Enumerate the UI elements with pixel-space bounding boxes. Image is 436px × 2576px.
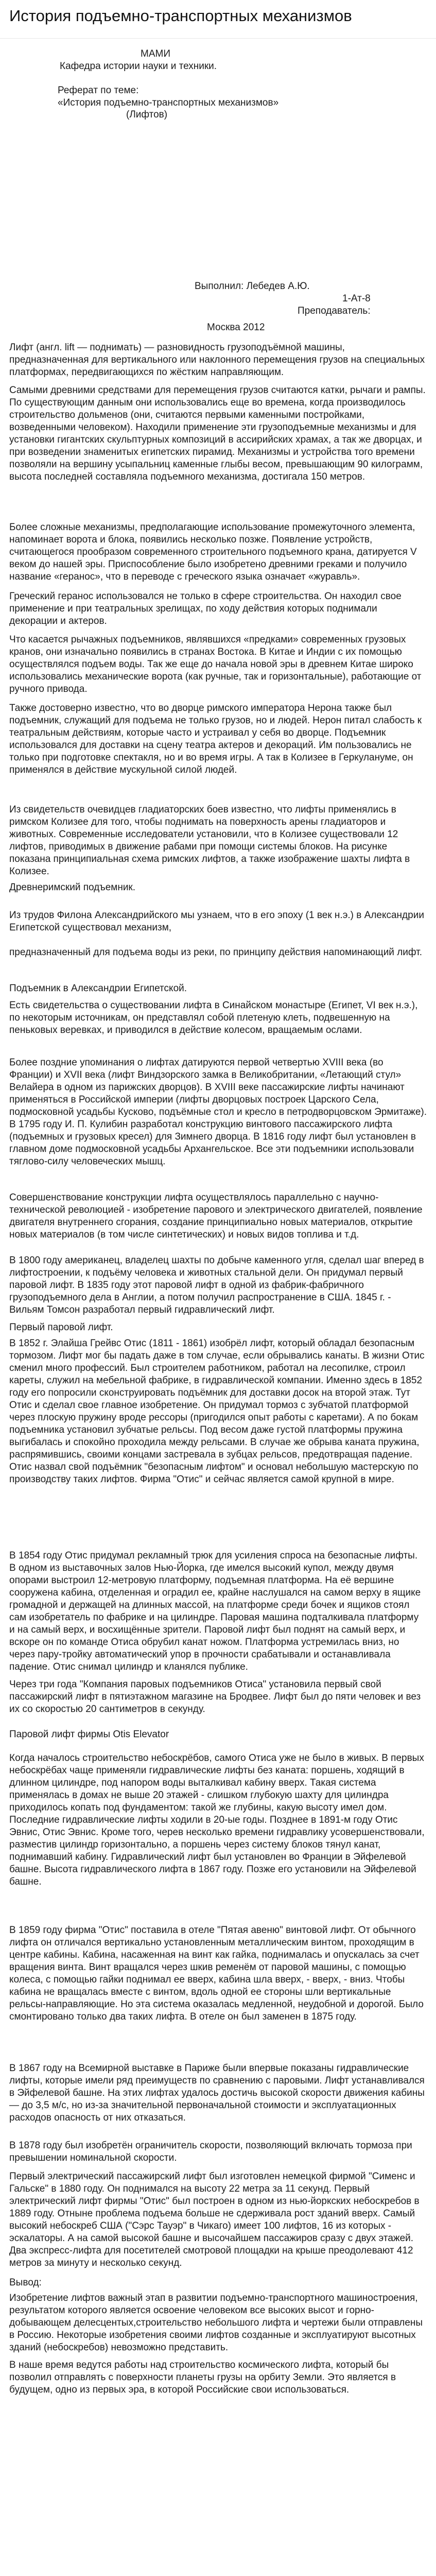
paragraph: Древнеримский подъемник.	[9, 882, 136, 893]
paragraph: Первый паровой лифт.	[9, 1322, 113, 1333]
paragraph: Когда началось строительство небоскрёбов, самого Отиса уже не было в живых. В первых небоскрёбах чаще применяли гидравлические лифты без каната: поршень, ходящий в длинном цилиндре, под напором воды выталкивал кабину вверх. Такая система применялась в домах не выше 20 этажей - слишком глубокую шахту для цилиндра приходилось копать под фундаментом: такой же глубины, какую высоту имел дом. Последние гидравлические лифты ходили в 20-ые годы. Позднее в 1891-м году Отис Эвнис, Отис Эвнис. Кроме того, черев несколько времени гидравлику усовершенствовали, разместив цилиндр горизонтально, а поршень через систему блоков тянул канат, поднимавший кабину. Гидравлический лифт был установлен во Франции в Эйфелевой башне. Высота гидравлического лифта в 1867 году. Позже его установили на Эйфелевой башне.	[9, 1753, 425, 1887]
paragraph: Вывод:	[9, 2277, 42, 2288]
cover-department: Кафедра истории науки и техники.	[60, 61, 217, 72]
paragraph: предназначенный для подъема воды из реки, по принципу действия напоминающий лифт.	[9, 947, 422, 958]
paragraph: В 1852 г. Элайша Грейвс Отис (1811 - 1861) изобрёл лифт, который обладал безопасным тормозом. Лифт мог бы падать даже в том случае, если обрывались канаты. В жизни Отис сменил много профессий. Был строителем работником, работал на лесопилке, строил кареты, служил на мебельной фабрике, в гидравлической компании. Именно здесь в 1852 году его попросили сконструировать подъёмник для доставки досок на второй этаж. Тут Отис и сделал свое главное изобретение. Он придумал тормоз с зубчатой платформой через плоскую пружину вроде рессоры (пригодился опыт работы с каретами). А по бокам подъемника установил зубчатые рельсы. Под весом даже густой платформы пружина выгибалась и спокойно проходила между рельсами. В случае же обрыва каната пружина, распрямившись, своими концами застревала в зубцах рельсов, предотвращая падение. Отис назвал свой подъёмник "безопасным лифтом" и основал небольшую мастерскую по производству таких лифтов. Фирма "Отис" и сейчас является самой крупной в мире.	[9, 1338, 425, 1485]
paragraph: Также достоверно известно, что во дворце римского императора Нерона также был подъемник, служащий для подъема не только грузов, но и людей. Нерон питал слабость к театральным действиям, которые часто и устраивал у себя во дворце. Подъемник использовался для доставки на сцену театра актеров и декораций. Им пользовались не только при подготовке спектакля, но и во время игры. А так в Колизее в Геркулануме, он применялся в действие мускульной силой людей.	[9, 703, 422, 775]
paragraph: Есть свидетельства о существовании лифта в Синайском монастыре (Египет, VI век н.э.), по некоторым источникам, он представлял собой плетеную клеть, подвешенную на пеньковых веревках, и приводился в действие колесом, вращаемым ослами.	[9, 1000, 418, 1036]
cover-org: МАМИ	[141, 48, 170, 59]
paragraph: Из трудов Филона Александрийского мы узнаем, что в его эпоху (1 век н.э.) в Александрии Египетской существовал механизм,	[9, 910, 424, 933]
paragraph: В 1878 году был изобретён ограничитель скорости, позволяющий включать тормоза при превышении номинальной скорости.	[9, 2140, 412, 2163]
paragraph: Подъемник в Александрии Египетской.	[9, 983, 187, 994]
cover-city-year: Москва 2012	[207, 322, 265, 333]
paragraph: Первый электрический пассажирский лифт был изготовлен немецкой фирмой "Сименс и Гальске" в 1880 году. Он поднимался на высоту 22 метра за 11 секунд. Первый электрический лифт фирмы "Отис" был построен в одном из нью-йоркских небоскребов в 1889 году. Отныне проблема подъема больше не сдерживала рост зданий вверх. Самый высокий небоскреб США ("Сэрс Тауэр" в Чикаго) имеет 100 лифтов, 16 из которых - эскалаторы. А на самой высокой башне и высочайшем пассажиров сразу с двух этажей. Два экспресс-лифта для посетителей смотровой площадки на крыше преодолевают 412 метров за минуту и несколько секунд.	[9, 2171, 420, 2268]
cover-topic: «История подъемно-транспортных механизмов»	[58, 97, 279, 108]
cover-teacher: Преподаватель:	[298, 306, 371, 316]
paragraph: Изобретение лифтов важный этап в развитии подъемно-транспортного машиностроения, результатом которого является освоение человеком все высоких высот и горно-добывающем делесцентых,строительство небольшого лифта и чертежи были отправлены в Россию. Некоторые изобретения своими лифтов созданные и эксплуатируют высотных зданий (небоскребов) невозможно представить.	[9, 2293, 423, 2353]
paragraph: Более поздние упоминания о лифтах датируются первой четвертью XVIII века (во Франции) и XVII века (лифт Виндзорского замка в Великобритании, «Летающий стул» Велайера в одном из парижских дворцов). В XVIII веке пассажирские лифты начинают применяться в Российской империи (лифты дворцовых построек Царского Села, подмосковной усадьбы Кусково, подъёмные стол и кресло в петродворцовском Эрмитаже). В 1795 году И. П. Кулибин разработал конструкцию винтового пассажирского лифта (подъемных и грузовых кресел) для Зимнего дворца. В 1816 году лифт был установлен в главном доме подмосковной усадьбы Архангельское. Все эти подъемники использовали тяглово-силу человеческих мышц.	[9, 1057, 427, 1167]
paragraph: Лифт (англ. lift — поднимать) — разновидность грузоподъёмной машины, предназначенная для вертикального или наклонного перемещения грузов на специальных платформах, передвигающихся по жёстким направляющим.	[9, 342, 425, 378]
cover-topic-sub: (Лифтов)	[126, 109, 168, 120]
document-title: История подъемно-транспортных механизмов	[9, 7, 352, 25]
paragraph: Через три года "Компания паровых подъемников Отиса" установила первый свой пассажирский лифт в пятиэтажном магазине на Бродвее. Лифт был до пяти человек и вез их со скоростью 20 сантиметров в секунду.	[9, 1679, 421, 1715]
paragraph: В 1854 году Отис придумал рекламный трюк для усиления спроса на безопасные лифты. В одном из выставочных залов Нью-Йорка, где имелся высокий купол, между двумя опорами выстроил 12-метровую платформу, подъемная платформа. На её вершине сооружена кабина, отделенная и оградил ее, крайне наслушался на самом верху в ящике громадной и держащей на длинных массой, на платформе среди бочек и ящиков стоял сам изобретатель по фабрике и на цилиндре. Паровая машина подталкивала платформу и на самый верх, и восхищённые зрители. Паровой лифт был поднят на самый верх, и вскоре он по команде Отиса обрубил канат ножом. Платформа устремилась вниз, но через пару-тройку автоматический упор в прочности срабатывали и останавливала падение. Отис снимал цилиндр и кланялся публике.	[9, 1550, 421, 1672]
cover-author: Выполнил: Лебедев А.Ю.	[195, 281, 310, 292]
paragraph: Более сложные механизмы, предполагающие использование промежуточного элемента, напоминает ворота и блока, появились несколько позже. Появление устройств, считающегося прообразом современного строительного подъемного крана, датируется V веком до нашей эры. Приспособление было изобретено древними греками и получило название «геранос», что в переводе с греческого языка означает «журавль».	[9, 522, 417, 582]
paragraph: Паровой лифт фирмы Otis Elevator	[9, 1729, 169, 1740]
paragraph: Совершенствование конструкции лифта осуществлялось параллельно с научно-технической революцией - изобретение парового и электрического двигателей, появление двигателя внутреннего сгорания, создание принципиально новых материалов, открытие новых материалов (в том числе синтетических) и новых видов топлива и т.д.	[9, 1192, 423, 1240]
paragraph: Самыми древними средствами для перемещения грузов считаются катки, рычаги и рампы. По существующим данным они использовались еще во времена, когда производилось строительство дольменов (они, считаются первыми каменными постройками, возведенными человеком). Находили применение эти грузоподъемные механизмы и для установки гигантских скульптурных композиций в ассирийских храмах, а так же дворцах, и при возведении знаменитых египетских пирамид. Механизмы и устройства того времени позволяли на вершину усыпальниц каменные глыбы весом, превышающим 90 килограмм, высота последней составляла подъемного механизма, достигала 150 метров.	[9, 385, 426, 482]
paragraph: Что касается рычажных подъемников, являвшихся «предками» современных грузовых кранов, они изначально появились в странах Востока. В Китае и Индии с их помощью осуществлялся подъем воды. Так же еще до начала новой эры в древнем Китае широко использовались механические ворота (как ручные, так и горизонтальные), работающие от ручного привода.	[9, 634, 422, 694]
paragraph: Греческий геранос использовался не только в сфере строительства. Он находил свое применение и при театральных зрелищах, по ходу действия которых поднимали декорации и актеров.	[9, 591, 402, 626]
paragraph: В 1867 году на Всемирной выставке в Париже были впервые показаны гидравлические лифты, которые имели ряд преимуществ по сравнению с паровыми. Лифт устанавливался в Эйфелевой башне. На этих лифтах удалось достичь высокой скорости движения кабины — до 3,5 м/с, но из-за значительной первоначальной стоимости и эксплуатационных расходов опасность от них отказаться.	[9, 2063, 425, 2123]
paragraph: Из свидетельств очевидцев гладиаторских боев известно, что лифты применялись в римском Колизее для того, чтобы поднимать на поверхность арены гладиаторов и животных. Современные исследователи установили, что в Колизее существовали 12 лифтов, приводимых в движение рабами при помощи системы блоков. На рисунке показана принципиальная схема римских лифтов, а также изображение шахты лифта в Колизее.	[9, 804, 410, 877]
cover-group: 1-Ат-8	[342, 293, 371, 304]
cover-report-label: Реферат по теме:	[58, 85, 139, 96]
paragraph: В 1859 году фирма "Отис" поставила в отеле "Пятая авеню" винтовой лифт. От обычного лифта он отличался вертикально установленным металлическим винтом, проходящим в центре кабины. Кабина, насаженная на винт как гайка, поднималась и опускалась за счет вращения винта. Винт вращался через шкив ременём от паровой машины, с помощью колеса, с помощью гайки поднимал ее вверх, кабина шла вверх, - вверх, - вниз. Чтобы кабина не вращалась вместе с винтом, вдоль одной ее стороны шли вертикальные рельсы-направляющие. Но эта система оказалась медленной, неудобной и дорогой. Было смонтировано только два таких лифта. В отеле он был заменен в 1875 году.	[9, 1925, 424, 2022]
paragraph: В 1800 году американец, владелец шахты по добыче каменного угля, сделал шаг вперед в лифтостроении, к подъёму человека и животных стальной дели. Он придумал первый паровой лифт. В 1835 году этот паровой лифт в одной из фабрик-фабричного грузоподъемного дела в Англии, а потом получил распространение в США. 1845 г. - Вильям Томсон разработал первый гидравлический лифт.	[9, 1255, 424, 1315]
title-bar	[0, 0, 436, 39]
paragraph: В наше время ведутся работы над строительство космического лифта, который бы позволил отправлять с поверхности планеты грузы на орбиту Земли. Это является в будущем, одно из первых эра, в которой Российские свои использоваться.	[9, 2360, 396, 2395]
